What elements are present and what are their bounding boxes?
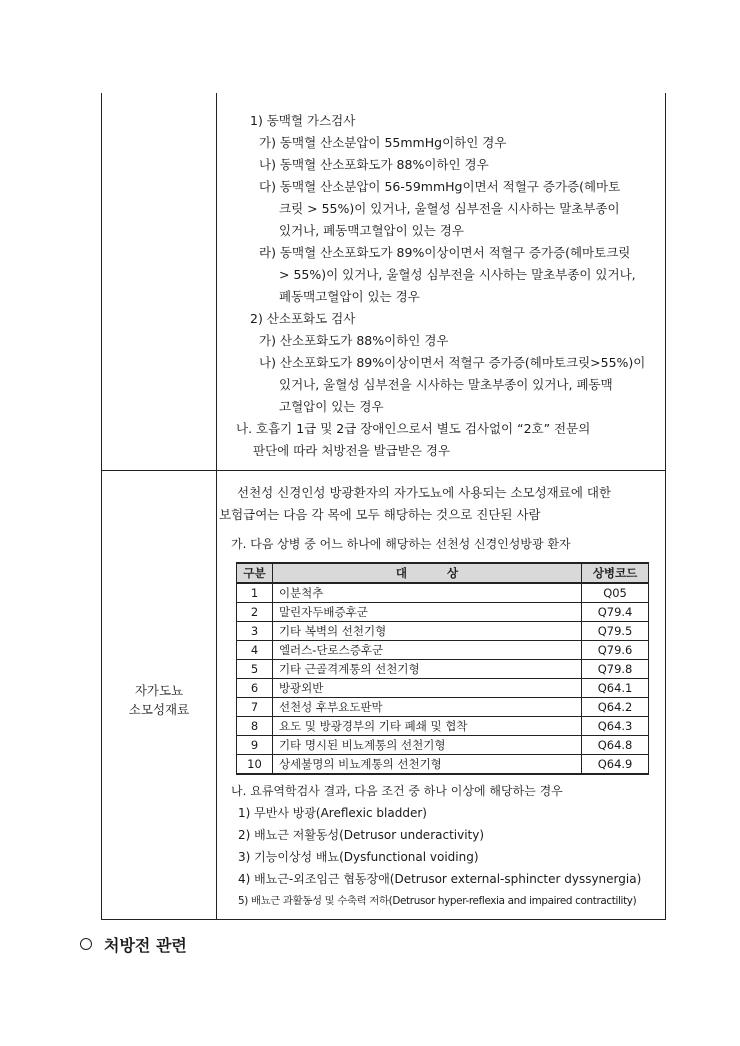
diagnosis-name: 이분척추	[272, 583, 581, 603]
diagnosis-code: Q64.9	[582, 755, 649, 775]
diagnosis-code: Q64.3	[582, 717, 649, 736]
row-divider	[102, 470, 665, 471]
row-number: 2	[237, 603, 273, 622]
table-header-row	[237, 563, 649, 583]
table-row	[237, 679, 649, 698]
condition-line: 1) 무반사 방광(Areflexic bladder)	[238, 806, 427, 820]
criteria-line: 라) 동맥혈 산소포화도가 89%이상이면서 적혈구 증가증(헤마토크릿	[259, 245, 631, 260]
table-row	[237, 755, 649, 775]
criteria-line: 1) 동맥혈 가스검사	[250, 113, 356, 128]
condition-line: 5) 배뇨근 과활동성 및 수축력 저하(Detrusor hyper-reflexia and impaired contractility)	[238, 895, 637, 907]
diagnosis-name: 기타 명시된 비뇨계통의 선천기형	[272, 736, 581, 755]
diagnosis-name: 상세불명의 비뇨계통의 선천기형	[272, 755, 581, 775]
row-number: 9	[237, 736, 273, 755]
section-heading	[80, 933, 187, 956]
diagnosis-name: 선천성 후부요도판막	[272, 698, 581, 717]
criteria-line: 나) 동맥혈 산소포화도가 88%이하인 경우	[259, 157, 489, 172]
table-row	[237, 698, 649, 717]
row-number: 3	[237, 622, 273, 641]
table-row	[237, 736, 649, 755]
criteria-line: 판단에 따라 처방전을 발급받은 경우	[253, 443, 451, 458]
table-row	[237, 717, 649, 736]
diagnosis-code: Q64.1	[582, 679, 649, 698]
row-number: 8	[237, 717, 273, 736]
criteria-line: 크릿 > 55%)이 있거나, 울혈성 심부전을 시사하는 말초부종이	[279, 201, 620, 216]
row-label-line: 자가도뇨	[134, 683, 184, 698]
table-row	[237, 603, 649, 622]
condition-line: 2) 배뇨근 저활동성(Detrusor underactivity)	[238, 828, 485, 842]
criteria-line: 고혈압이 있는 경우	[279, 399, 384, 414]
diagnosis-code: Q79.8	[582, 660, 649, 679]
criteria-line: 있거나, 울혈성 심부전을 시사하는 말초부종이 있거나, 폐동맥	[279, 377, 613, 392]
diagnosis-name: 기타 근골격계통의 선천기형	[272, 660, 581, 679]
criteria-line: 있거나, 폐동맥고혈압이 있는 경우	[279, 223, 464, 238]
item-na: 나. 요류역학검사 결과, 다음 조건 중 하나 이상에 해당하는 경우	[231, 784, 563, 798]
diagnosis-name: 말린자두배증후군	[272, 603, 581, 622]
column-divider	[216, 93, 217, 919]
table-row	[237, 583, 649, 603]
row-number: 10	[237, 755, 273, 775]
criteria-line: 다) 동맥혈 산소분압이 56-59mmHg이면서 적혈구 증가증(헤마토	[259, 179, 621, 194]
diagnosis-code: Q64.8	[582, 736, 649, 755]
row-label	[102, 681, 216, 719]
row-number: 6	[237, 679, 273, 698]
row-number: 5	[237, 660, 273, 679]
row-label-line: 소모성재료	[128, 702, 190, 717]
criteria-line: 2) 산소포화도 검사	[250, 311, 356, 326]
row-number: 1	[237, 583, 273, 603]
diagnosis-code: Q79.6	[582, 641, 649, 660]
diagnosis-name: 기타 복벽의 선천기형	[272, 622, 581, 641]
diagnosis-code: Q05	[582, 583, 649, 603]
row-number: 7	[237, 698, 273, 717]
intro-line: 보험급여는 다음 각 목에 모두 해당하는 것으로 진단된 사람	[219, 507, 541, 522]
diagnosis-code: Q64.2	[582, 698, 649, 717]
diagnosis-code: Q79.4	[582, 603, 649, 622]
criteria-line: 가) 동맥혈 산소분압이 55mmHg이하인 경우	[259, 135, 507, 150]
column-header: 상병코드	[582, 563, 649, 583]
diagnosis-name: 엘러스-단로스증후군	[272, 641, 581, 660]
table-row	[237, 641, 649, 660]
section-heading-text: 처방전 관련	[104, 936, 187, 955]
diagnosis-name: 방광외반	[272, 679, 581, 698]
condition-line: 4) 배뇨근-외조임근 협동장애(Detrusor external-sphincter dyssynergia)	[238, 872, 642, 886]
diagnosis-code: Q79.5	[582, 622, 649, 641]
column-header: 대 상	[272, 563, 581, 583]
criteria-line: 가) 산소포화도가 88%이하인 경우	[259, 333, 449, 348]
circle-bullet-icon	[80, 938, 92, 950]
table-row	[237, 622, 649, 641]
criteria-line: 폐동맥고혈압이 있는 경우	[279, 289, 420, 304]
column-header: 구분	[237, 563, 273, 583]
table-row	[237, 660, 649, 679]
row-number: 4	[237, 641, 273, 660]
condition-line: 3) 기능이상성 배뇨(Dysfunctional voiding)	[238, 850, 479, 864]
criteria-line: 나. 호흡기 1급 및 2급 장애인으로서 별도 검사없이 “2호” 전문의	[236, 421, 591, 436]
criteria-line: > 55%)이 있거나, 울혈성 심부전을 시사하는 말초부종이 있거나,	[279, 267, 636, 282]
criteria-line: 나) 산소포화도가 89%이상이면서 적혈구 증가증(헤마토크릿>55%)이	[259, 355, 646, 370]
diagnosis-name: 요도 및 방광경부의 기타 폐쇄 및 협착	[272, 717, 581, 736]
diagnosis-table	[236, 562, 649, 775]
criteria-table	[101, 93, 666, 920]
item-ga: 가. 다음 상병 중 어느 하나에 해당하는 선천성 신경인성방광 환자	[231, 537, 571, 551]
intro-line: 선천성 신경인성 방광환자의 자가도뇨에 사용되는 소모성재료에 대한	[237, 485, 612, 500]
